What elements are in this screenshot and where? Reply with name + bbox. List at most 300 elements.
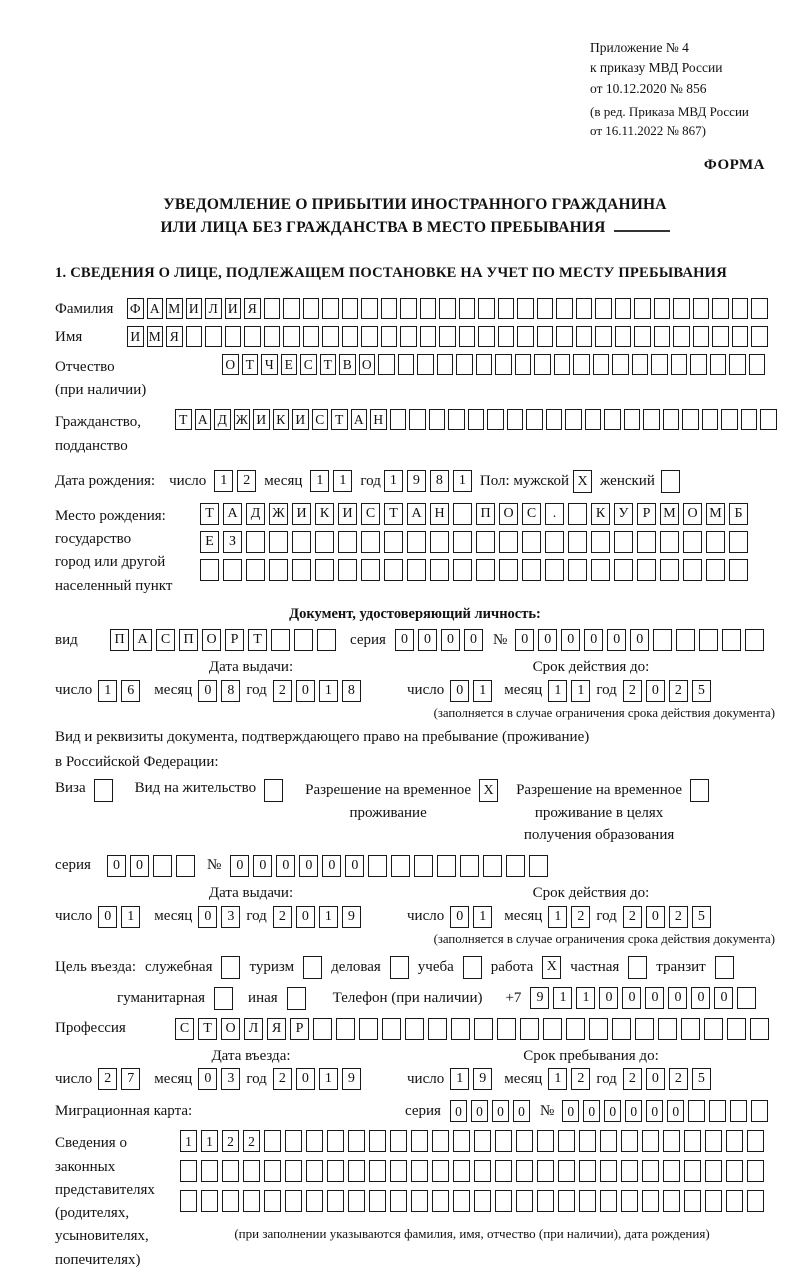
char-box[interactable] (520, 1018, 539, 1040)
char-box[interactable]: А (351, 409, 368, 430)
char-box[interactable]: 2 (571, 906, 590, 928)
char-box[interactable] (658, 1018, 677, 1040)
char-box[interactable] (483, 855, 502, 877)
char-box[interactable]: Т (248, 629, 267, 651)
char-box[interactable] (474, 1190, 491, 1212)
char-box[interactable]: А (147, 298, 164, 319)
char-box[interactable]: П (110, 629, 129, 651)
char-box[interactable] (637, 559, 656, 581)
char-box[interactable] (313, 1018, 332, 1040)
char-box[interactable]: И (292, 409, 309, 430)
sex-male-checkbox[interactable]: X (573, 470, 592, 493)
char-box[interactable] (621, 1160, 638, 1182)
char-box[interactable]: И (186, 298, 203, 319)
char-box[interactable]: И (127, 326, 144, 347)
char-box[interactable] (595, 326, 612, 347)
char-box[interactable]: С (312, 409, 329, 430)
char-box[interactable]: 1 (319, 680, 338, 702)
char-box[interactable] (705, 1130, 722, 1152)
char-box[interactable] (409, 409, 426, 430)
char-box[interactable]: 0 (464, 629, 483, 651)
char-box[interactable] (414, 855, 433, 877)
char-box[interactable] (478, 326, 495, 347)
char-box[interactable] (576, 298, 593, 319)
char-box[interactable]: 0 (296, 680, 315, 702)
char-box[interactable]: О (359, 354, 376, 375)
char-box[interactable]: С (156, 629, 175, 651)
char-box[interactable] (264, 1160, 281, 1182)
char-box[interactable]: 0 (607, 629, 626, 651)
char-box[interactable]: 2 (222, 1130, 239, 1152)
char-box[interactable] (368, 855, 387, 877)
char-box[interactable] (225, 326, 242, 347)
temp-residence-education-checkbox[interactable] (690, 779, 709, 802)
char-box[interactable]: 0 (562, 1100, 579, 1122)
residence-permit-checkbox[interactable] (264, 779, 283, 802)
char-box[interactable] (660, 559, 679, 581)
char-box[interactable]: 0 (584, 629, 603, 651)
char-box[interactable] (264, 326, 281, 347)
char-box[interactable] (453, 503, 472, 525)
char-box[interactable] (506, 855, 525, 877)
char-box[interactable] (637, 531, 656, 553)
char-box[interactable]: И (292, 503, 311, 525)
char-box[interactable]: 2 (571, 1068, 590, 1090)
char-box[interactable]: 8 (430, 470, 449, 492)
char-box[interactable]: О (202, 629, 221, 651)
char-box[interactable]: Ф (127, 298, 144, 319)
purpose-business-checkbox[interactable] (390, 956, 409, 979)
purpose-official-checkbox[interactable] (221, 956, 240, 979)
char-box[interactable]: 0 (513, 1100, 530, 1122)
char-box[interactable] (706, 559, 725, 581)
char-box[interactable] (751, 1100, 768, 1122)
char-box[interactable] (712, 326, 729, 347)
char-box[interactable] (515, 354, 532, 375)
char-box[interactable]: 1 (450, 1068, 469, 1090)
char-box[interactable] (726, 1190, 743, 1212)
char-box[interactable]: 0 (714, 987, 733, 1009)
char-box[interactable]: 0 (630, 629, 649, 651)
char-box[interactable] (660, 531, 679, 553)
char-box[interactable] (459, 298, 476, 319)
char-box[interactable] (429, 409, 446, 430)
char-box[interactable]: 1 (319, 1068, 338, 1090)
char-box[interactable] (526, 409, 543, 430)
char-box[interactable] (632, 354, 649, 375)
char-box[interactable]: 3 (221, 1068, 240, 1090)
char-box[interactable] (459, 326, 476, 347)
char-box[interactable]: Р (637, 503, 656, 525)
char-box[interactable]: 1 (98, 680, 117, 702)
char-box[interactable] (684, 1160, 701, 1182)
char-box[interactable]: 1 (214, 470, 233, 492)
char-box[interactable] (246, 531, 265, 553)
char-box[interactable] (615, 298, 632, 319)
char-box[interactable] (381, 298, 398, 319)
char-box[interactable] (749, 354, 766, 375)
char-box[interactable]: М (166, 298, 183, 319)
char-box[interactable] (621, 1130, 638, 1152)
char-box[interactable] (673, 326, 690, 347)
char-box[interactable] (615, 326, 632, 347)
char-box[interactable] (706, 531, 725, 553)
char-box[interactable] (390, 1160, 407, 1182)
char-box[interactable] (453, 1130, 470, 1152)
char-box[interactable]: 0 (604, 1100, 621, 1122)
char-box[interactable]: М (660, 503, 679, 525)
char-box[interactable] (327, 1190, 344, 1212)
char-box[interactable] (690, 354, 707, 375)
char-box[interactable] (721, 409, 738, 430)
char-box[interactable] (566, 1018, 585, 1040)
char-box[interactable]: 9 (473, 1068, 492, 1090)
char-box[interactable] (428, 1018, 447, 1040)
char-box[interactable]: 2 (98, 1068, 117, 1090)
char-box[interactable] (474, 1130, 491, 1152)
char-box[interactable] (369, 1190, 386, 1212)
char-box[interactable]: Р (225, 629, 244, 651)
char-box[interactable]: 5 (692, 680, 711, 702)
char-box[interactable] (420, 326, 437, 347)
char-box[interactable]: Л (205, 298, 222, 319)
char-box[interactable]: 2 (669, 1068, 688, 1090)
char-box[interactable] (336, 1018, 355, 1040)
char-box[interactable] (322, 298, 339, 319)
char-box[interactable] (285, 1160, 302, 1182)
purpose-tourism-checkbox[interactable] (303, 956, 322, 979)
char-box[interactable] (634, 326, 651, 347)
char-box[interactable]: 1 (473, 906, 492, 928)
char-box[interactable] (624, 409, 641, 430)
char-box[interactable]: И (253, 409, 270, 430)
char-box[interactable] (361, 559, 380, 581)
char-box[interactable] (390, 409, 407, 430)
char-box[interactable]: 1 (571, 680, 590, 702)
char-box[interactable] (338, 559, 357, 581)
char-box[interactable] (614, 531, 633, 553)
char-box[interactable] (495, 354, 512, 375)
char-box[interactable] (322, 326, 339, 347)
char-box[interactable] (529, 855, 548, 877)
char-box[interactable]: У (614, 503, 633, 525)
char-box[interactable]: 0 (230, 855, 249, 877)
char-box[interactable] (243, 1160, 260, 1182)
char-box[interactable] (451, 1018, 470, 1040)
char-box[interactable] (537, 326, 554, 347)
char-box[interactable] (391, 855, 410, 877)
char-box[interactable] (681, 1018, 700, 1040)
char-box[interactable] (432, 1160, 449, 1182)
char-box[interactable] (264, 1130, 281, 1152)
char-box[interactable] (722, 629, 741, 651)
char-box[interactable] (400, 326, 417, 347)
char-box[interactable] (568, 559, 587, 581)
char-box[interactable]: Я (267, 1018, 286, 1040)
char-box[interactable]: 0 (299, 855, 318, 877)
purpose-humanitarian-checkbox[interactable] (214, 987, 233, 1010)
char-box[interactable] (369, 1160, 386, 1182)
char-box[interactable] (411, 1190, 428, 1212)
char-box[interactable] (554, 354, 571, 375)
char-box[interactable]: Ж (269, 503, 288, 525)
char-box[interactable] (453, 1190, 470, 1212)
char-box[interactable] (306, 1160, 323, 1182)
char-box[interactable] (411, 1130, 428, 1152)
char-box[interactable] (663, 1130, 680, 1152)
char-box[interactable] (705, 1160, 722, 1182)
char-box[interactable] (476, 559, 495, 581)
char-box[interactable] (180, 1190, 197, 1212)
char-box[interactable]: 0 (645, 987, 664, 1009)
char-box[interactable] (411, 1160, 428, 1182)
char-box[interactable] (676, 629, 695, 651)
char-box[interactable] (747, 1130, 764, 1152)
char-box[interactable]: 2 (237, 470, 256, 492)
char-box[interactable]: 5 (692, 906, 711, 928)
char-box[interactable] (545, 559, 564, 581)
char-box[interactable] (684, 1190, 701, 1212)
char-box[interactable] (186, 326, 203, 347)
char-box[interactable]: О (499, 503, 518, 525)
char-box[interactable] (437, 354, 454, 375)
char-box[interactable] (702, 409, 719, 430)
char-box[interactable]: 1 (548, 1068, 567, 1090)
purpose-private-checkbox[interactable] (628, 956, 647, 979)
char-box[interactable]: А (133, 629, 152, 651)
char-box[interactable]: Н (430, 503, 449, 525)
char-box[interactable]: С (300, 354, 317, 375)
char-box[interactable] (747, 1190, 764, 1212)
char-box[interactable] (568, 503, 587, 525)
char-box[interactable]: Т (384, 503, 403, 525)
char-box[interactable]: 0 (418, 629, 437, 651)
char-box[interactable] (315, 531, 334, 553)
char-box[interactable]: З (223, 531, 242, 553)
char-box[interactable] (651, 354, 668, 375)
char-box[interactable]: 0 (130, 855, 149, 877)
char-box[interactable]: 2 (273, 1068, 292, 1090)
char-box[interactable]: 2 (243, 1130, 260, 1152)
char-box[interactable]: Т (242, 354, 259, 375)
char-box[interactable] (705, 1190, 722, 1212)
char-box[interactable] (460, 855, 479, 877)
char-box[interactable] (710, 354, 727, 375)
char-box[interactable] (663, 409, 680, 430)
char-box[interactable] (751, 298, 768, 319)
char-box[interactable] (751, 326, 768, 347)
purpose-work-checkbox[interactable]: X (542, 956, 561, 979)
char-box[interactable] (180, 1160, 197, 1182)
char-box[interactable] (474, 1018, 493, 1040)
char-box[interactable]: 6 (121, 680, 140, 702)
char-box[interactable] (522, 559, 541, 581)
char-box[interactable] (579, 1160, 596, 1182)
char-box[interactable]: Т (331, 409, 348, 430)
char-box[interactable] (726, 1160, 743, 1182)
char-box[interactable] (683, 531, 702, 553)
char-box[interactable] (348, 1190, 365, 1212)
char-box[interactable] (663, 1190, 680, 1212)
char-box[interactable] (420, 298, 437, 319)
char-box[interactable] (517, 298, 534, 319)
char-box[interactable] (361, 326, 378, 347)
char-box[interactable]: 0 (515, 629, 534, 651)
char-box[interactable] (381, 326, 398, 347)
char-box[interactable]: Н (370, 409, 387, 430)
char-box[interactable] (745, 629, 764, 651)
char-box[interactable] (537, 1130, 554, 1152)
char-box[interactable]: С (175, 1018, 194, 1040)
char-box[interactable] (737, 987, 756, 1009)
char-box[interactable] (573, 354, 590, 375)
char-box[interactable] (568, 531, 587, 553)
char-box[interactable]: 0 (450, 1100, 467, 1122)
char-box[interactable] (729, 354, 746, 375)
char-box[interactable] (342, 326, 359, 347)
char-box[interactable] (285, 1190, 302, 1212)
char-box[interactable] (729, 559, 748, 581)
char-box[interactable]: Т (175, 409, 192, 430)
char-box[interactable]: Ж (234, 409, 251, 430)
char-box[interactable] (727, 1018, 746, 1040)
char-box[interactable] (439, 298, 456, 319)
char-box[interactable]: 0 (492, 1100, 509, 1122)
char-box[interactable]: 0 (198, 906, 217, 928)
char-box[interactable] (643, 409, 660, 430)
char-box[interactable]: О (221, 1018, 240, 1040)
char-box[interactable] (382, 1018, 401, 1040)
char-box[interactable] (545, 531, 564, 553)
char-box[interactable] (537, 298, 554, 319)
char-box[interactable] (747, 1160, 764, 1182)
char-box[interactable] (589, 1018, 608, 1040)
char-box[interactable] (400, 298, 417, 319)
char-box[interactable]: П (179, 629, 198, 651)
char-box[interactable]: Ч (261, 354, 278, 375)
char-box[interactable] (201, 1190, 218, 1212)
char-box[interactable]: 0 (471, 1100, 488, 1122)
char-box[interactable] (516, 1160, 533, 1182)
char-box[interactable] (693, 326, 710, 347)
char-box[interactable]: 2 (273, 680, 292, 702)
char-box[interactable]: 0 (296, 1068, 315, 1090)
char-box[interactable] (474, 1160, 491, 1182)
char-box[interactable] (476, 531, 495, 553)
char-box[interactable]: Е (200, 531, 219, 553)
char-box[interactable] (654, 298, 671, 319)
char-box[interactable] (642, 1190, 659, 1212)
char-box[interactable]: 0 (622, 987, 641, 1009)
char-box[interactable] (430, 559, 449, 581)
char-box[interactable] (439, 326, 456, 347)
char-box[interactable]: 0 (691, 987, 710, 1009)
char-box[interactable] (317, 629, 336, 651)
char-box[interactable]: 8 (221, 680, 240, 702)
char-box[interactable] (223, 559, 242, 581)
char-box[interactable]: Т (200, 503, 219, 525)
char-box[interactable] (507, 409, 524, 430)
char-box[interactable]: К (273, 409, 290, 430)
char-box[interactable] (244, 326, 261, 347)
char-box[interactable]: 0 (646, 1068, 665, 1090)
char-box[interactable]: 0 (98, 906, 117, 928)
char-box[interactable] (516, 1190, 533, 1212)
char-box[interactable]: 0 (538, 629, 557, 651)
purpose-transit-checkbox[interactable] (715, 956, 734, 979)
char-box[interactable]: 0 (450, 906, 469, 928)
char-box[interactable] (579, 1130, 596, 1152)
char-box[interactable] (448, 409, 465, 430)
char-box[interactable] (348, 1160, 365, 1182)
char-box[interactable] (453, 1160, 470, 1182)
char-box[interactable] (306, 1190, 323, 1212)
char-box[interactable] (271, 629, 290, 651)
char-box[interactable] (614, 559, 633, 581)
char-box[interactable] (264, 298, 281, 319)
char-box[interactable]: Я (244, 298, 261, 319)
char-box[interactable]: 0 (450, 680, 469, 702)
char-box[interactable]: 2 (273, 906, 292, 928)
char-box[interactable] (516, 1130, 533, 1152)
char-box[interactable]: П (476, 503, 495, 525)
char-box[interactable]: 2 (623, 1068, 642, 1090)
char-box[interactable] (591, 531, 610, 553)
char-box[interactable]: Д (246, 503, 265, 525)
char-box[interactable] (699, 629, 718, 651)
char-box[interactable] (612, 1018, 631, 1040)
char-box[interactable] (576, 326, 593, 347)
char-box[interactable]: 0 (441, 629, 460, 651)
char-box[interactable] (294, 629, 313, 651)
char-box[interactable]: 9 (407, 470, 426, 492)
char-box[interactable] (591, 559, 610, 581)
char-box[interactable] (546, 409, 563, 430)
char-box[interactable] (200, 559, 219, 581)
char-box[interactable] (327, 1130, 344, 1152)
char-box[interactable] (537, 1160, 554, 1182)
char-box[interactable] (176, 855, 195, 877)
char-box[interactable]: . (545, 503, 564, 525)
char-box[interactable] (499, 559, 518, 581)
char-box[interactable]: 1 (576, 987, 595, 1009)
char-box[interactable]: 8 (342, 680, 361, 702)
char-box[interactable] (292, 559, 311, 581)
char-box[interactable]: 1 (553, 987, 572, 1009)
char-box[interactable]: 1 (548, 680, 567, 702)
char-box[interactable] (684, 1130, 701, 1152)
char-box[interactable] (600, 1160, 617, 1182)
char-box[interactable] (642, 1130, 659, 1152)
char-box[interactable] (585, 409, 602, 430)
char-box[interactable] (327, 1160, 344, 1182)
purpose-other-checkbox[interactable] (287, 987, 306, 1010)
char-box[interactable] (522, 531, 541, 553)
char-box[interactable] (306, 1130, 323, 1152)
char-box[interactable] (537, 1190, 554, 1212)
char-box[interactable] (361, 531, 380, 553)
char-box[interactable] (543, 1018, 562, 1040)
char-box[interactable]: 0 (253, 855, 272, 877)
char-box[interactable] (497, 1018, 516, 1040)
char-box[interactable]: 0 (322, 855, 341, 877)
char-box[interactable]: 0 (276, 855, 295, 877)
char-box[interactable] (342, 298, 359, 319)
char-box[interactable] (432, 1130, 449, 1152)
char-box[interactable]: 0 (667, 1100, 684, 1122)
char-box[interactable]: 9 (342, 906, 361, 928)
char-box[interactable] (712, 298, 729, 319)
